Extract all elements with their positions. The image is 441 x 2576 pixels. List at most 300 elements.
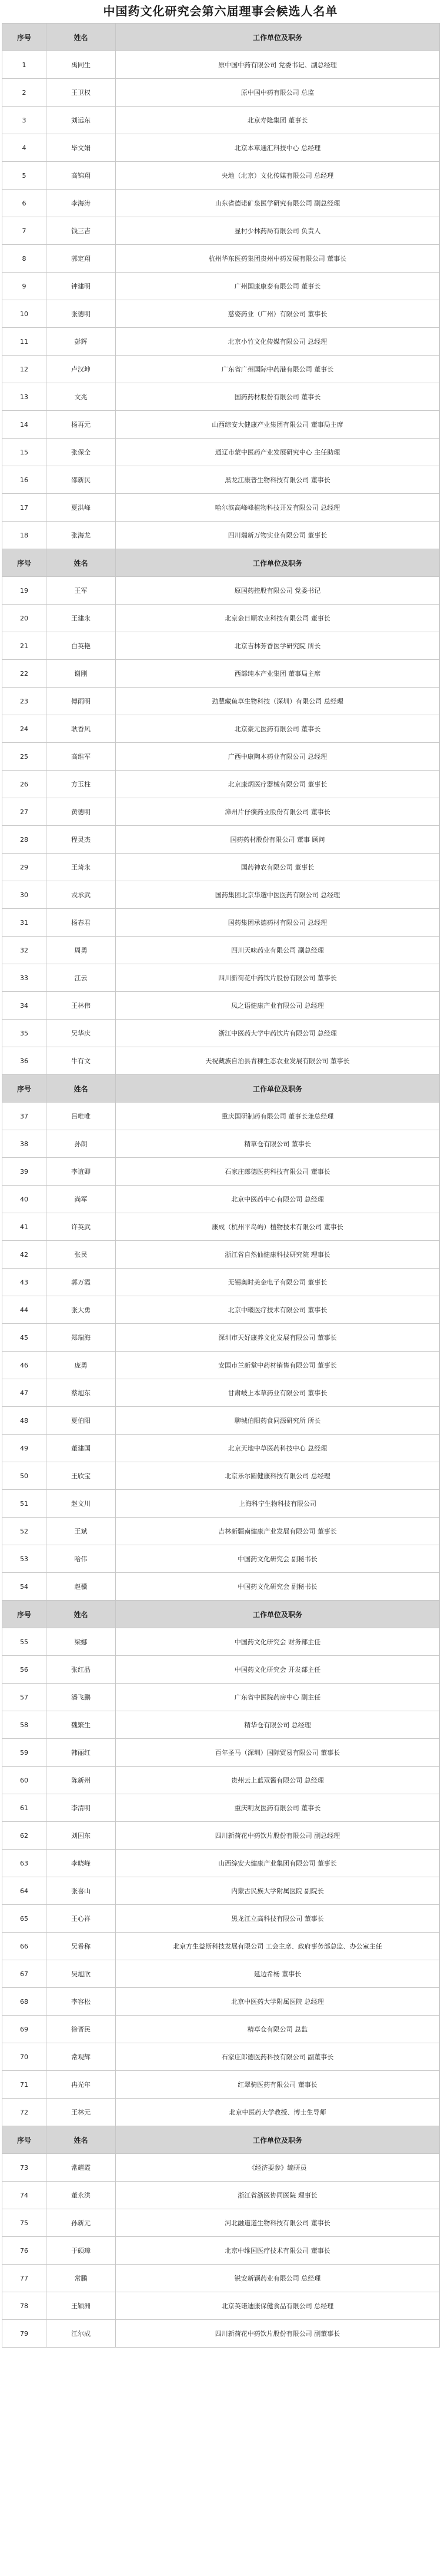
table-row [2,2182,440,2209]
row-number: 70 [2,2043,46,2071]
table-header-row [2,24,440,51]
candidate-organization: 劲慧藏鱼草生物科技（深圳）有限公司 总经理 [116,688,440,715]
candidate-name: 郭定翔 [46,245,116,273]
header-organization: 工作单位及职务 [116,2126,440,2154]
candidate-name: 蔡旭东 [46,1379,116,1407]
table-row [2,522,440,549]
table-row [2,1850,440,1877]
page-title: 中国药文化研究会第六届理事会候选人名单 [103,4,338,18]
candidate-organization: 慈姿药业（广州）有限公司 董事长 [116,300,440,328]
candidate-name: 王建永 [46,605,116,632]
row-number: 7 [2,217,46,245]
row-number: 44 [2,1296,46,1324]
candidate-organization: 黑龙江立高科技有限公司 董事长 [116,1905,440,1933]
candidate-organization: 四川新荷花中药饮片股份有限公司 副董事长 [116,2320,440,2348]
candidate-name: 梁娜 [46,1628,116,1656]
table-row [2,826,440,854]
candidate-organization: 吉林新疆南健康产业发展有限公司 董事长 [116,1518,440,1545]
candidate-name: 杨春君 [46,909,116,937]
table-row [2,494,440,522]
table-header-row [2,2126,440,2154]
candidate-organization: 浙江省自然仙健康科技研究院 理事长 [116,1241,440,1269]
candidate-name: 杨再元 [46,411,116,439]
candidate-name: 王林伟 [46,992,116,1020]
table-row [2,2071,440,2099]
candidate-name: 钱三吉 [46,217,116,245]
candidate-organization: 北京方生益斯科技发展有限公司 工会主席、政府事务部总监、办公室主任 [116,1933,440,1960]
candidate-name: 刘远东 [46,107,116,134]
row-number: 18 [2,522,46,549]
candidate-organization: 百年圣马（深圳）国际贸易有限公司 董事长 [116,1739,440,1767]
row-number: 45 [2,1324,46,1352]
candidate-organization: 天祝藏族自治县青稞生态农业发展有限公司 董事长 [116,1047,440,1075]
table-row [2,1296,440,1324]
candidate-name: 于硕璋 [46,2237,116,2265]
candidate-name: 陈新州 [46,1767,116,1794]
candidate-name: 耿香风 [46,715,116,743]
table-row [2,1490,440,1518]
row-number: 62 [2,1822,46,1850]
candidate-organization: 凤之语健康产业有限公司 总经理 [116,992,440,1020]
candidate-organization: 精草仓有限公司 董事长 [116,1130,440,1158]
candidate-name: 潘飞鹏 [46,1684,116,1711]
table-row [2,411,440,439]
candidate-name: 张民 [46,1241,116,1269]
row-number: 25 [2,743,46,771]
row-number: 21 [2,632,46,660]
table-header-row [2,1601,440,1628]
table-row [2,2099,440,2126]
candidate-organization: 国药集团承德药材有限公司 总经理 [116,909,440,937]
candidate-organization: 深圳市天好康养文化发展有限公司 董事长 [116,1324,440,1352]
candidate-name: 李清明 [46,1794,116,1822]
candidate-organization: 延边希杨 董事长 [116,1960,440,1988]
table-row [2,2209,440,2237]
candidate-organization: 中国药文化研究会 副秘书长 [116,1545,440,1573]
candidate-organization: 四川天味药业有限公司 副总经理 [116,937,440,964]
table-row [2,2016,440,2043]
candidate-name: 尚军 [46,1186,116,1213]
table-row [2,2265,440,2292]
row-number: 39 [2,1158,46,1186]
candidate-name: 韩丽红 [46,1739,116,1767]
table-row [2,937,440,964]
header-name: 姓名 [46,2126,116,2154]
row-number: 11 [2,328,46,356]
row-number: 74 [2,2182,46,2209]
table-row [2,162,440,190]
candidate-name: 王军 [46,577,116,605]
candidate-organization: 广州国康康泰有限公司 董事长 [116,273,440,300]
candidate-name: 禹同生 [46,51,116,79]
row-number: 75 [2,2209,46,2237]
candidate-name: 戎承武 [46,881,116,909]
candidate-organization: 北京本草通汇科技中心 总经理 [116,134,440,162]
row-number: 2 [2,79,46,107]
candidate-name: 江云 [46,964,116,992]
table-row [2,688,440,715]
candidate-organization: 通辽市蒙中医药产业发展研究中心 主任助理 [116,439,440,466]
row-number: 55 [2,1628,46,1656]
header-number: 序号 [2,2126,46,2154]
row-number: 38 [2,1130,46,1158]
table-row [2,1656,440,1684]
row-number: 42 [2,1241,46,1269]
candidate-name: 傅雨明 [46,688,116,715]
table-row [2,466,440,494]
table-row [2,2043,440,2071]
candidate-organization: 原中国中药有限公司 总监 [116,79,440,107]
candidate-name: 彭辉 [46,328,116,356]
table-row [2,1241,440,1269]
candidate-name: 王颖洲 [46,2292,116,2320]
row-number: 6 [2,190,46,217]
candidate-name: 魏繁生 [46,1711,116,1739]
candidate-name: 庞勇 [46,1352,116,1379]
candidate-organization: 北京金日顺农业科技有限公司 董事长 [116,605,440,632]
table-row [2,964,440,992]
table-row [2,1794,440,1822]
table-row [2,2292,440,2320]
table-row [2,605,440,632]
row-number: 67 [2,1960,46,1988]
table-row [2,1822,440,1850]
table-row [2,300,440,328]
row-number: 47 [2,1379,46,1407]
candidate-organization: 北京寿隆集团 董事长 [116,107,440,134]
candidate-name: 高锦翔 [46,162,116,190]
row-number: 57 [2,1684,46,1711]
table-body [2,51,440,2348]
row-number: 27 [2,798,46,826]
candidate-organization: 康成（杭州平岛屿）植物技术有限公司 董事长 [116,1213,440,1241]
candidate-name: 刘国东 [46,1822,116,1850]
table-row [2,1711,440,1739]
row-number: 28 [2,826,46,854]
candidate-name: 许英武 [46,1213,116,1241]
candidate-organization: 北京中医药大学附属医院 总经理 [116,1988,440,2016]
candidate-organization: 国药药材股份有限公司 董事 顾问 [116,826,440,854]
table-row [2,909,440,937]
candidate-organization: 哈尔滨高峰峰植物科技开发有限公司 总经理 [116,494,440,522]
table-row [2,1960,440,1988]
table-row [2,1739,440,1767]
candidate-organization: 国药神农有限公司 董事长 [116,854,440,881]
row-number: 66 [2,1933,46,1960]
row-number: 13 [2,383,46,411]
candidate-organization: 山东省德诺矿泉医学研究有限公司 副总经理 [116,190,440,217]
candidate-name: 文兆 [46,383,116,411]
candidate-organization: 漳州片仔癀药业股份有限公司 董事长 [116,798,440,826]
candidate-organization: 聊城伯阳药食同源研究所 所长 [116,1407,440,1435]
header-name: 姓名 [46,1075,116,1103]
table-row [2,1269,440,1296]
table-row [2,2154,440,2182]
row-number: 69 [2,2016,46,2043]
header-name: 姓名 [46,549,116,577]
row-number: 36 [2,1047,46,1075]
header-name: 姓名 [46,1601,116,1628]
candidate-name: 赵文川 [46,1490,116,1518]
row-number: 19 [2,577,46,605]
row-number: 63 [2,1850,46,1877]
table-row [2,1379,440,1407]
row-number: 12 [2,356,46,383]
candidate-organization: 北京天地中草医药科技中心 总经理 [116,1435,440,1462]
row-number: 34 [2,992,46,1020]
row-number: 41 [2,1213,46,1241]
table-row [2,1877,440,1905]
candidate-name: 徐晋民 [46,2016,116,2043]
candidate-name: 董永洪 [46,2182,116,2209]
table-row [2,1435,440,1462]
table-row [2,1020,440,1047]
candidate-organization: 红翠骑医药有限公司 董事长 [116,2071,440,2099]
candidate-name: 王卫权 [46,79,116,107]
row-number: 68 [2,1988,46,2016]
table-row [2,107,440,134]
candidate-name: 吕唯唯 [46,1103,116,1130]
row-number: 65 [2,1905,46,1933]
candidate-name: 王琦永 [46,854,116,881]
row-number: 79 [2,2320,46,2348]
row-number: 10 [2,300,46,328]
table-row [2,881,440,909]
row-number: 54 [2,1573,46,1601]
candidate-name: 张喜山 [46,1877,116,1905]
row-number: 33 [2,964,46,992]
row-number: 61 [2,1794,46,1822]
candidate-organization: 浙江省浙医协同医院 理事长 [116,2182,440,2209]
table-header-row [2,549,440,577]
table-row [2,1518,440,1545]
candidate-organization: 广东省中医院药房中心 副主任 [116,1684,440,1711]
candidate-name: 哈伟 [46,1545,116,1573]
candidate-organization: 显村少林药局有限公司 负责人 [116,217,440,245]
row-number: 49 [2,1435,46,1462]
table-row [2,2320,440,2348]
candidate-organization: 山西综安大健康产业集团有限公司 董事长 [116,1850,440,1877]
candidate-organization: 四川新荷花中药饮片股份有限公司 董事长 [116,964,440,992]
candidate-name: 吴希称 [46,1933,116,1960]
row-number: 78 [2,2292,46,2320]
table-row [2,273,440,300]
row-number: 64 [2,1877,46,1905]
table-row [2,439,440,466]
table-row [2,1628,440,1656]
candidate-organization: 河北融道道生物科技有限公司 董事长 [116,2209,440,2237]
candidate-name: 李晓峰 [46,1850,116,1877]
candidate-name: 李容松 [46,1988,116,2016]
candidate-name: 王林元 [46,2099,116,2126]
candidate-name: 吴旭欣 [46,1960,116,1988]
candidate-name: 张保全 [46,439,116,466]
candidate-organization: 央地（北京）文化传媒有限公司 总经理 [116,162,440,190]
table-row [2,1352,440,1379]
table-row [2,1988,440,2016]
header-name: 姓名 [46,24,116,51]
row-number: 29 [2,854,46,881]
candidate-organization: 重庆国研制药有限公司 董事长兼总经理 [116,1103,440,1130]
candidate-name: 白英艳 [46,632,116,660]
table-row [2,798,440,826]
row-number: 51 [2,1490,46,1518]
row-number: 16 [2,466,46,494]
candidate-organization: 北京中医药大学教授、博士生导师 [116,2099,440,2126]
row-number: 71 [2,2071,46,2099]
candidate-name: 江尔成 [46,2320,116,2348]
header-organization: 工作单位及职务 [116,549,440,577]
table-row [2,577,440,605]
row-number: 8 [2,245,46,273]
candidate-organization: 浙江中医药大学中药饮片有限公司 总经理 [116,1020,440,1047]
header-organization: 工作单位及职务 [116,1075,440,1103]
row-number: 5 [2,162,46,190]
row-number: 9 [2,273,46,300]
table-row [2,2237,440,2265]
candidate-name: 郭万霞 [46,1269,116,1296]
candidate-organization: 四川瑞新万物实业有限公司 董事长 [116,522,440,549]
header-number: 序号 [2,1601,46,1628]
candidate-organization: 锐安新颖药业有限公司 总经理 [116,2265,440,2292]
candidate-name: 吴华庆 [46,1020,116,1047]
candidate-name: 程灵杰 [46,826,116,854]
table-row [2,1684,440,1711]
row-number: 1 [2,51,46,79]
candidate-name: 李海涛 [46,190,116,217]
candidate-name: 孙新元 [46,2209,116,2237]
table-row [2,217,440,245]
candidate-name: 邵新民 [46,466,116,494]
row-number: 30 [2,881,46,909]
table-row [2,715,440,743]
candidate-name: 夏伯阳 [46,1407,116,1435]
row-number: 37 [2,1103,46,1130]
candidate-name: 董建国 [46,1435,116,1462]
candidate-organization: 《经济要参》编研员 [116,2154,440,2182]
candidate-organization: 中国药文化研究会 财务部主任 [116,1628,440,1656]
candidate-name: 钟建明 [46,273,116,300]
table-row [2,1158,440,1186]
table-row [2,245,440,273]
candidate-organization: 精草仓有限公司 总监 [116,2016,440,2043]
candidate-name: 高维军 [46,743,116,771]
candidate-organization: 西部纯本产业集团 董事局主席 [116,660,440,688]
candidate-table [2,23,440,2348]
row-number: 60 [2,1767,46,1794]
candidate-name: 张海龙 [46,522,116,549]
candidate-organization: 北京中曦医疗技术有限公司 董事长 [116,1296,440,1324]
table-row [2,356,440,383]
table-row [2,1186,440,1213]
candidate-name: 常观辉 [46,2043,116,2071]
candidate-organization: 重庆明友医药有限公司 董事长 [116,1794,440,1822]
candidate-organization: 黑龙江康普生物科技有限公司 董事长 [116,466,440,494]
row-number: 43 [2,1269,46,1296]
candidate-name: 孙朗 [46,1130,116,1158]
candidate-name: 王欣宝 [46,1462,116,1490]
row-number: 20 [2,605,46,632]
row-number: 32 [2,937,46,964]
table-row [2,743,440,771]
candidate-name: 毕文娟 [46,134,116,162]
row-number: 15 [2,439,46,466]
candidate-organization: 广西中康陶本药业有限公司 总经理 [116,743,440,771]
header-organization: 工作单位及职务 [116,1601,440,1628]
candidate-name: 张大勇 [46,1296,116,1324]
row-number: 35 [2,1020,46,1047]
candidate-organization: 原中国中药有限公司 党委书记、副总经理 [116,51,440,79]
table-row [2,1933,440,1960]
table-row [2,1545,440,1573]
row-number: 31 [2,909,46,937]
candidate-organization: 无锡奥时美金电子有限公司 董事长 [116,1269,440,1296]
candidate-organization: 石家庄郎德医药科技有限公司 董事长 [116,1158,440,1186]
table-row [2,1407,440,1435]
row-number: 17 [2,494,46,522]
candidate-organization: 北京康炳医疗器械有限公司 董事长 [116,771,440,798]
candidate-name: 卢汉坤 [46,356,116,383]
table-row [2,1462,440,1490]
table-row [2,660,440,688]
table-row [2,134,440,162]
table-row [2,383,440,411]
candidate-name: 张红晶 [46,1656,116,1684]
row-number: 46 [2,1352,46,1379]
candidate-organization: 北京吉林芳香医学研究院 所长 [116,632,440,660]
table-row [2,1324,440,1352]
candidate-name: 周勇 [46,937,116,964]
row-number: 77 [2,2265,46,2292]
candidate-organization: 石家庄郎德医药科技有限公司 副董事长 [116,2043,440,2071]
candidate-organization: 国药集团北京华邈中医医药有限公司 总经理 [116,881,440,909]
row-number: 52 [2,1518,46,1545]
candidate-name: 赵骥 [46,1573,116,1601]
row-number: 53 [2,1545,46,1573]
header-number: 序号 [2,549,46,577]
row-number: 22 [2,660,46,688]
candidate-organization: 北京英诺迪康保健食品有限公司 总经理 [116,2292,440,2320]
candidate-name: 王心祥 [46,1905,116,1933]
candidate-organization: 安国市兰新堂中药材销售有限公司 董事长 [116,1352,440,1379]
candidate-organization: 山西综安大健康产业集团有限公司 董事局主席 [116,411,440,439]
candidate-organization: 北京乐尔圆健康科技有限公司 总经理 [116,1462,440,1490]
header-organization: 工作单位及职务 [116,24,440,51]
candidate-name: 李谊卿 [46,1158,116,1186]
candidate-name: 张德明 [46,300,116,328]
candidate-organization: 内蒙古民族大学附属医院 副院长 [116,1877,440,1905]
candidate-organization: 中国药文化研究会 副秘书长 [116,1573,440,1601]
candidate-name: 常鹏 [46,2265,116,2292]
header-number: 序号 [2,1075,46,1103]
candidate-organization: 北京小竹文化传媒有限公司 总经理 [116,328,440,356]
candidate-organization: 杭州华东医药集团贵州中药发展有限公司 董事长 [116,245,440,273]
candidate-name: 牛有文 [46,1047,116,1075]
candidate-organization: 四川新荷花中药饮片股份有限公司 副总经理 [116,1822,440,1850]
header-number: 序号 [2,24,46,51]
table-row [2,992,440,1020]
row-number: 56 [2,1656,46,1684]
row-number: 26 [2,771,46,798]
table-header-row [2,1075,440,1103]
table-row [2,51,440,79]
row-number: 59 [2,1739,46,1767]
row-number: 4 [2,134,46,162]
table-row [2,1103,440,1130]
candidate-organization: 北京中维国医疗技术有限公司 董事长 [116,2237,440,2265]
row-number: 24 [2,715,46,743]
candidate-name: 王斌 [46,1518,116,1545]
